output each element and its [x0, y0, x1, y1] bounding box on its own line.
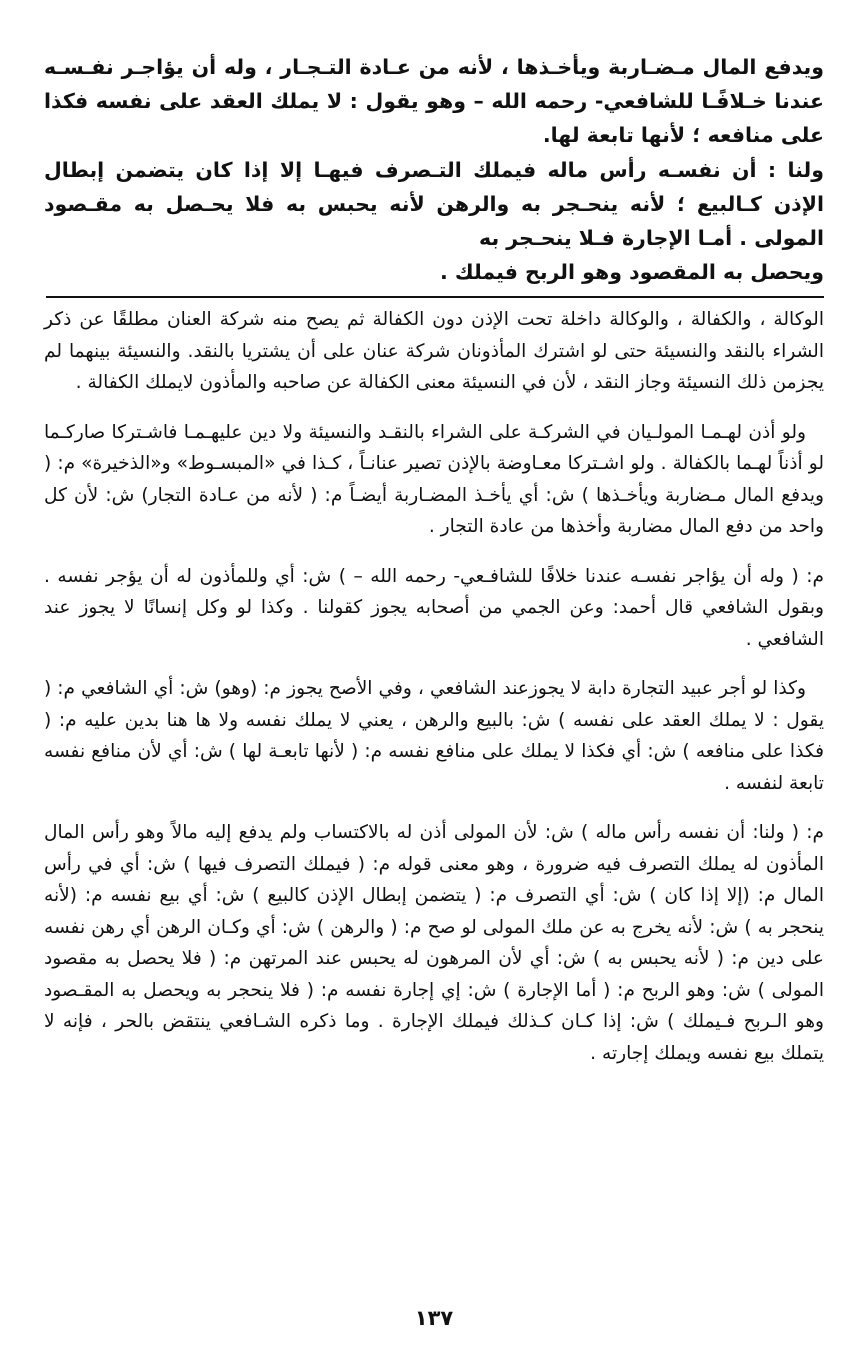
sharh-paragraph: ولو أذن لهـمـا المولـيان في الشركـة على الشراء بالنقـد والنسيئة ولا دين عليهـمـا فاشـتركا صاركـما لو أذناً لهـما بالكفالة . ولو اشـتركا معـاوضة بالإذن تصير عنانـاً ، كـذا في «المبسـوط» و«الذخيرة» م: ( ويدفع المال مـضاربة ويأخـذها ) ش: أي يأخـذ المضـاربة أيضـاً م: ( لأنه من عـادة التجار) ش: لأن كل واحد من دفع المال مضاربة وأخذها من عادة التجار . — [44, 421, 824, 537]
matn-paragraph: ولنا : أن نفسـه رأس ماله فيملك التـصرف فيهـا إلا إذا كان يتضمن إبطال الإذن كـالبيع ؛ لأنه ينحـجر به والرهن لأنه يحبس به فلا يحـصل به مقـصود المولى . أمـا الإجارة فـلا ينحـجر به — [44, 157, 824, 251]
sharh-paragraph: وكذا لو أجر عبيد التجارة دابة لا يجوزعند الشافعي ، وفي الأصح يجوز م: (وهو) ش: أي الشافعي م: ( يقول : لا يملك العقد على نفسه ) ش: بالبيع والرهن ، يعني لا يملك نفسه ولا ها هنا بدين عليه م: ( فكذا على منافعه ) ش: أي فكذا لا يملك على منافع نفسه م: ( لأنها تابعـة لها ) ش: أي لأن منافع نفسه تابعة لنفسه . — [44, 678, 824, 794]
matn-paragraph: ويدفع المال مـضـاربة ويأخـذها ، لأنه من عـادة التـجـار ، وله أن يؤاجـر نفـسـه عندنا خـلافًـا للشافعي- رحمه الله – وهو يقول : لا يملك العقد على نفسه فكذا على منافعه ؛ لأنها تابعة لها. — [44, 55, 824, 148]
sharh-paragraph: الوكالة ، والكفالة ، والوكالة داخلة تحت الإذن دون الكفالة ثم يصح منه شركة العنان مطلقًا عن ذكر الشراء بالنقد والنسيئة حتى لو اشترك المأذونان شركة عنان على أن يشتريا بالنقد. والنسيئة بينهما لم يجزمن ذلك النسيئة وجاز النقد ، لأن في النسيئة معنى الكفالة عن صاحبه والمأذون لايملك الكفالة . — [44, 309, 824, 393]
sharh-paragraph: م: ( ولنا: أن نفسه رأس ماله ) ش: لأن المولى أذن له بالاكتساب ولم يدفع إليه مالاً وهو رأس المال المأذون له يملك التصرف فيه ضرورة ، وهو معنى قوله م: ( فيملك التصرف فيها ) ش: أي في رأس المال م: (إلا إذا كان ) ش: أي التصرف م: ( يتضمن إبطال الإذن كالبيع ) ش: أي بيع نفسه م: (لأنه ينحجر به ) ش: لأنه يخرج به عن ملك المولى لو صح م: ( والرهن ) ش: أي وكـان الرهن أي رهن نفسه على دين م: ( لأنه يحبس به ) ش: أي لأن المرهون له يحبس عند المرتهن م: ( فلا يحصل به مقصود المولى ) ش: وهو الربح م: ( أما الإجارة ) ش: إي إجارة نفسه م: ( فلا ينحجر به ويحصل به المقـصود وهو الـربح فـيملك ) ش: إذا كـان كـذلك فيملك الإجارة . وما ذكره الشـافعي ينتقض بالحر ، فإنه لا يتملك بيع نفسه ويملك إجارته . — [44, 822, 824, 1064]
footnote-separator-rule — [46, 296, 824, 298]
matn-text-block — [44, 50, 824, 289]
sharh-paragraph: م: ( وله أن يؤاجر نفسـه عندنا خلافًا للشافـعي- رحمه الله – ) ش: أي وللمأذون له أن يؤجر نفسه . وبقول الشافعي قال أحمد: وعن الجمي من أصحابه يجوز كقولنا . وكذا لو وكل إنسانًا لا يجوز عند الشافعي . — [44, 565, 824, 650]
sharh-commentary-block — [44, 304, 824, 1087]
matn-closing-line: ويحصل به المقصود وهو الربح فيملك . — [440, 260, 824, 285]
page-number: ١٣٧ — [414, 1306, 454, 1330]
